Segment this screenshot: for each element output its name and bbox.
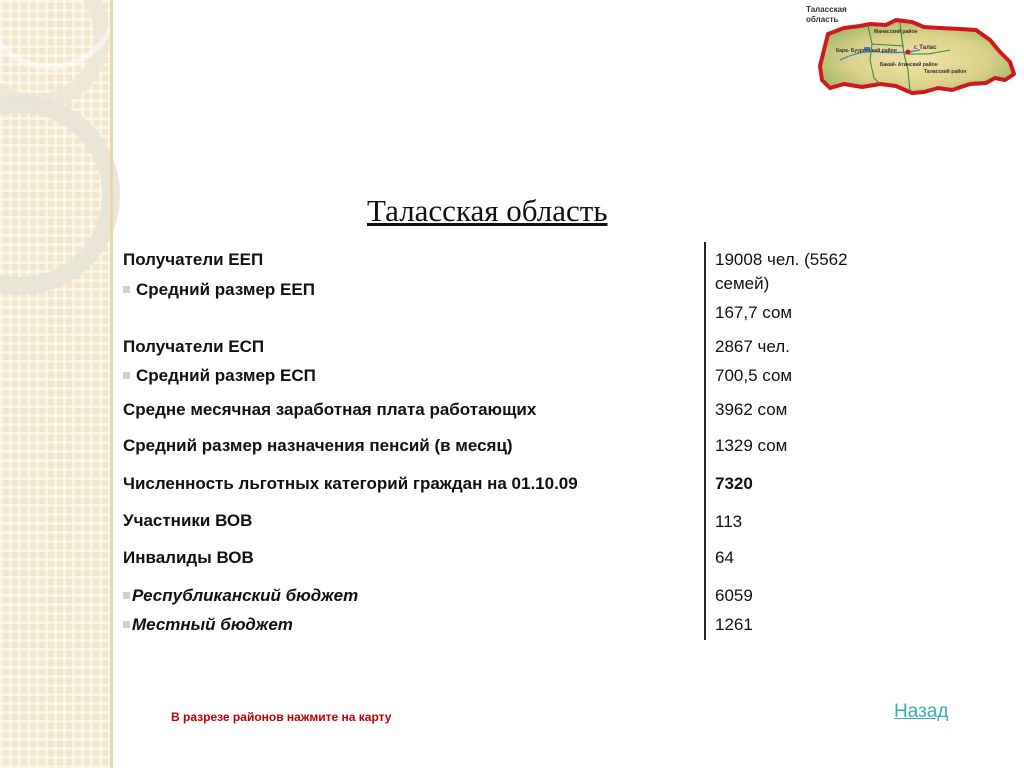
map-label-manas: Манасский район (874, 29, 918, 35)
table-row-value: 6059 (715, 586, 753, 605)
bullet-icon (123, 286, 130, 293)
table-row-label: Получатели ЕСП (123, 337, 265, 356)
table-row-value: 7320 (715, 474, 753, 493)
table-row-label: Местный бюджет (123, 613, 293, 637)
decorative-ring (0, 95, 120, 295)
map-title: область (806, 15, 839, 24)
table-row-label: Получатели ЕЕП (123, 250, 264, 269)
bullet-icon (123, 372, 130, 379)
table-row-value: 700,5 сом (715, 366, 793, 385)
table-row-label: Средний размер ЕСП (123, 364, 316, 388)
table-row-label: Инвалиды ВОВ (123, 548, 254, 567)
table-row-label: Средний размер ЕЕП (123, 278, 315, 302)
map-label-bakai-ata: Бакай- Атинский район (880, 62, 938, 68)
talas-region-map[interactable] (800, 0, 1022, 100)
bullet-icon (123, 592, 130, 599)
table-row-value: 19008 чел. (5562 семей) (715, 250, 848, 293)
map-label-talas-city: г. Талас (914, 45, 937, 51)
table-row-label: Участники ВОВ (123, 511, 253, 530)
talas-city-marker (906, 50, 911, 55)
table-row-label: Численность льготных категорий граждан на 01.10.09 (123, 474, 578, 493)
table-row-value: 2867 чел. (715, 337, 790, 356)
map-label-kara-buura: Кара- Бууринский район (836, 48, 897, 54)
table-row-label: Республиканский бюджет (123, 584, 358, 608)
table-row-label: Средне месячная заработная плата работающих (123, 400, 537, 419)
table-row-value: 167,7 сом (715, 303, 793, 322)
map-title: Таласская (806, 5, 847, 14)
table-row-label: Средний размер назначения пенсий (в месяц) (123, 436, 513, 455)
table-row-value: 113 (715, 512, 743, 531)
table-row-value: 64 (715, 548, 734, 567)
table-row-value: 1261 (715, 615, 753, 634)
bullet-icon (123, 621, 130, 628)
map-label-talas-district: Таласский район (924, 69, 967, 75)
page-title: Таласская область (367, 193, 608, 228)
table-divider (704, 242, 706, 640)
decorative-side-panel (0, 0, 113, 768)
table-row-value: 3962 сом (715, 400, 788, 419)
table-row-value: 1329 сом (715, 436, 788, 455)
back-link[interactable]: Назад (894, 701, 949, 722)
map-hint-text: В разрезе районов нажмите на карту (171, 710, 392, 724)
